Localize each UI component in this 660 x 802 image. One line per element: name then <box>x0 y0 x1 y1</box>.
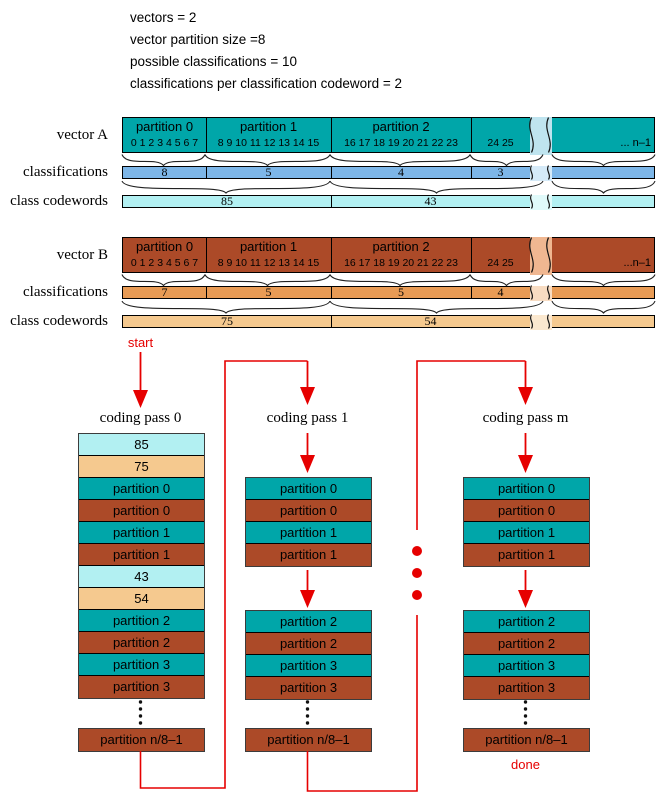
column-ellipsis-dot <box>139 714 142 717</box>
coding-pass-group2 <box>245 610 372 700</box>
column-ellipsis-dot <box>139 707 142 710</box>
classification-value: 8 <box>161 165 168 179</box>
pass-tail-cell <box>78 728 205 752</box>
range-brace <box>552 301 655 313</box>
partition-indices: 8 9 10 11 12 13 14 15 <box>217 257 320 269</box>
classifications-label-b: classifications <box>23 284 108 300</box>
bar-break-gap <box>530 166 552 181</box>
range-brace <box>122 155 205 166</box>
coding-pass-title: coding pass 1 <box>266 410 349 426</box>
flow-arrowhead <box>300 455 315 473</box>
classification-divider <box>471 287 472 298</box>
coding-pass-group1 <box>463 477 590 567</box>
pass-cell: partition 3 <box>464 655 589 677</box>
pass-cell: 85 <box>79 434 204 456</box>
pass-cell: 43 <box>79 566 204 588</box>
pass-cell: partition 0 <box>464 500 589 522</box>
range-brace <box>330 181 543 193</box>
range-brace <box>122 301 330 313</box>
pass-cell: partition n/8–1 <box>79 729 204 751</box>
column-ellipsis-dot <box>524 700 527 703</box>
vector-a-label: vector A <box>56 127 108 143</box>
classification-value: 4 <box>398 165 404 179</box>
codeword-value: 85 <box>221 194 233 208</box>
pass-cell: 54 <box>79 588 204 610</box>
classification-value: 4 <box>497 285 504 299</box>
pass-cell: partition 0 <box>79 500 204 522</box>
range-brace <box>122 181 330 193</box>
pass-tail-cell <box>245 728 372 752</box>
classifications-bar-a <box>122 166 655 179</box>
vector-a-bar <box>122 117 655 153</box>
pass-cell: partition 2 <box>246 611 371 633</box>
parameter-line: classifications per classification codeword = 2 <box>130 76 403 91</box>
bar-break-gap <box>530 315 552 330</box>
range-brace <box>552 155 655 166</box>
partition-indices: 0 1 2 3 4 5 6 7 <box>130 257 199 269</box>
partition-header-label: partition 2 <box>372 239 430 254</box>
partition-indices: 8 9 10 11 12 13 14 15 <box>217 137 320 149</box>
bar-break-gap <box>530 117 552 155</box>
flow-arrowhead <box>518 455 533 473</box>
codeword-divider <box>331 316 332 327</box>
range-brace <box>122 275 205 286</box>
pass-cell: partition 1 <box>79 544 204 566</box>
partition-header-label: partition 1 <box>239 239 298 254</box>
classification-divider <box>331 287 332 298</box>
vector-tail-label: ... n–1 <box>620 137 651 149</box>
coding-pass-group1 <box>245 477 372 567</box>
range-brace <box>470 275 543 286</box>
partition-divider <box>471 238 472 272</box>
coding-pass-title: coding pass 0 <box>99 410 182 426</box>
classifications-label-a: classifications <box>23 164 108 180</box>
range-brace <box>205 275 330 286</box>
coding-pass-group2 <box>463 610 590 700</box>
partition-indices: 16 17 18 19 20 21 22 23 <box>344 137 458 149</box>
flow-arrowhead <box>518 387 533 405</box>
range-brace <box>330 275 470 286</box>
pass-cell: partition 1 <box>464 522 589 544</box>
pass-cell: partition n/8–1 <box>246 729 371 751</box>
parameter-line: vector partition size =8 <box>130 32 266 47</box>
column-ellipsis-dot <box>139 721 142 724</box>
partition-divider <box>471 118 472 152</box>
column-ellipsis-dot <box>524 714 527 717</box>
pass-cell: partition 1 <box>464 544 589 566</box>
red-ellipsis-dot <box>412 590 422 600</box>
pass-cell: partition 0 <box>79 478 204 500</box>
range-brace <box>470 155 543 166</box>
classification-divider <box>331 167 332 178</box>
classification-divider <box>206 167 207 178</box>
pass-cell: partition n/8–1 <box>464 729 589 751</box>
column-ellipsis-dot <box>524 707 527 710</box>
parameter-line: vectors = 2 <box>130 10 197 25</box>
red-ellipsis-dot <box>412 568 422 578</box>
pass-cell: partition 2 <box>464 611 589 633</box>
classification-value: 7 <box>161 285 168 299</box>
range-brace <box>552 181 655 193</box>
pass-cell: partition 2 <box>79 632 204 654</box>
range-brace <box>205 155 330 166</box>
vector-tail-label: ...n–1 <box>623 257 651 269</box>
partition-header-label: partition 0 <box>135 119 194 134</box>
range-brace <box>330 301 543 313</box>
partition-header-label: partition 2 <box>372 119 430 134</box>
flow-arrowhead <box>133 390 148 408</box>
bar-break-gap <box>530 286 552 301</box>
parameter-line: possible classifications = 10 <box>130 54 297 69</box>
codewords-bar-b <box>122 315 655 328</box>
coding-pass-stack <box>78 433 205 699</box>
column-ellipsis-dot <box>524 721 527 724</box>
classification-divider <box>206 287 207 298</box>
pass-cell: 75 <box>79 456 204 478</box>
partition-indices: 24 25 <box>487 137 514 149</box>
classification-value: 5 <box>265 165 272 179</box>
classification-value: 5 <box>265 285 272 299</box>
pass-cell: partition 3 <box>464 677 589 699</box>
partition-divider <box>206 238 207 272</box>
column-ellipsis-dot <box>139 700 142 703</box>
range-brace <box>330 155 470 166</box>
pass-cell: partition 1 <box>79 522 204 544</box>
pass-cell: partition 3 <box>246 677 371 699</box>
pass-cell: partition 3 <box>79 676 204 698</box>
codeword-value: 75 <box>221 314 233 328</box>
column-ellipsis-dot <box>306 721 309 724</box>
classification-divider <box>471 167 472 178</box>
partition-divider <box>331 118 332 152</box>
column-ellipsis-dot <box>306 714 309 717</box>
partition-indices: 0 1 2 3 4 5 6 7 <box>130 137 199 149</box>
pass-cell: partition 0 <box>246 478 371 500</box>
pass-cell: partition 3 <box>79 654 204 676</box>
done-label: done <box>511 757 540 772</box>
pass-cell: partition 0 <box>246 500 371 522</box>
class-codewords-label-a: class codewords <box>10 193 108 209</box>
pass-cell: partition 1 <box>246 522 371 544</box>
red-ellipsis-dot <box>412 546 422 556</box>
partition-divider <box>331 238 332 272</box>
vector-b-bar <box>122 237 655 273</box>
partition-divider <box>206 118 207 152</box>
classification-value: 5 <box>398 285 404 299</box>
flow-arrowhead <box>300 590 315 608</box>
pass-cell: partition 1 <box>246 544 371 566</box>
column-ellipsis-dot <box>306 700 309 703</box>
class-codewords-label-b: class codewords <box>10 313 108 329</box>
start-label: start <box>127 335 154 350</box>
vector-b-label: vector B <box>56 247 108 263</box>
range-brace <box>552 275 655 286</box>
column-ellipsis-dot <box>306 707 309 710</box>
flow-arrowhead <box>518 590 533 608</box>
codeword-value: 43 <box>424 194 437 208</box>
pass-cell: partition 2 <box>79 610 204 632</box>
codewords-bar-a <box>122 195 655 208</box>
partition-header-label: partition 0 <box>135 239 194 254</box>
pass-cell: partition 3 <box>246 655 371 677</box>
classifications-bar-b <box>122 286 655 299</box>
pass-tail-cell <box>463 728 590 752</box>
classification-value: 3 <box>497 165 504 179</box>
partition-indices: 24 25 <box>487 257 514 269</box>
codeword-value: 54 <box>424 314 437 328</box>
bar-break-gap <box>530 237 552 275</box>
pass-cell: partition 0 <box>464 478 589 500</box>
coding-pass-title: coding pass m <box>482 410 569 426</box>
pass-cell: partition 2 <box>464 633 589 655</box>
partition-indices: 16 17 18 19 20 21 22 23 <box>344 257 458 269</box>
bar-break-gap <box>530 195 552 210</box>
pass-cell: partition 2 <box>246 633 371 655</box>
partition-header-label: partition 1 <box>239 119 298 134</box>
codeword-divider <box>331 196 332 207</box>
flow-arrowhead <box>300 387 315 405</box>
